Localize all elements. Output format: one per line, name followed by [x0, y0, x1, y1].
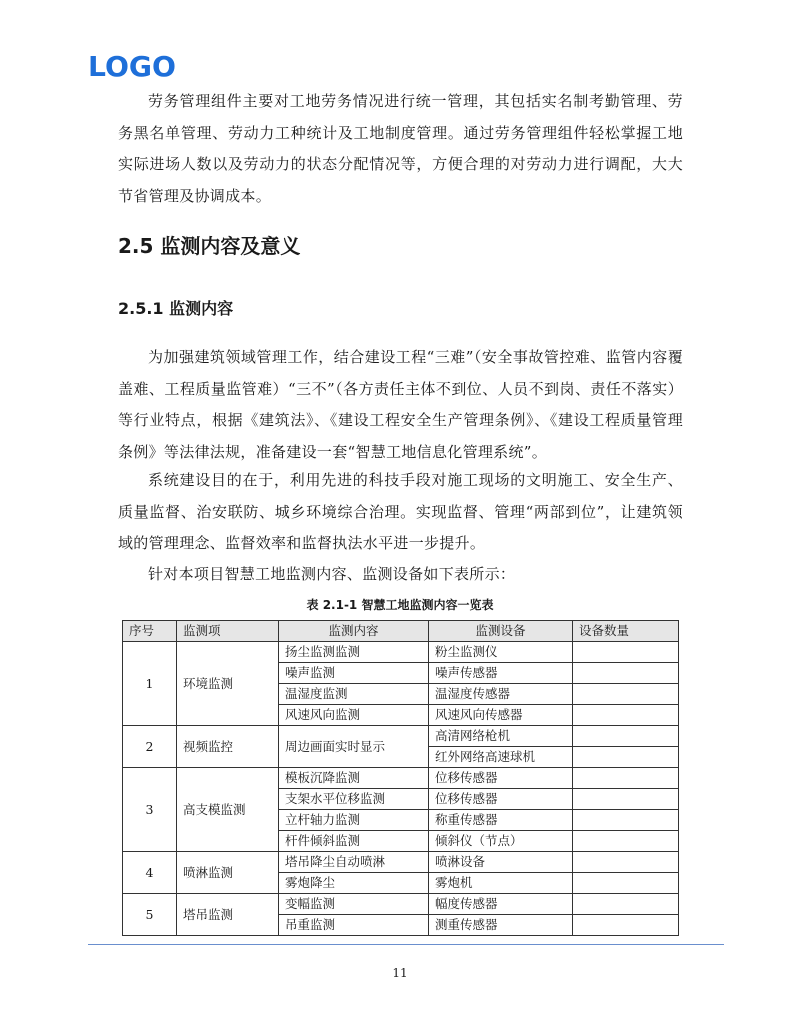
cell-count: [573, 810, 679, 831]
page-number: 11: [392, 966, 408, 980]
cell-device: 幅度传感器: [429, 894, 573, 915]
header-item: 监测项: [177, 621, 279, 642]
intro-paragraph: 劳务管理组件主要对工地劳务情况进行统一管理，其包括实名制考勤管理、劳务黑名单管理、劳动力工种统计及工地制度管理。通过劳务管理组件轻松掌握工地实际进场人数以及劳动力的状态分配情况等，方便合理的对劳动力进行调配，大大节省管理及协调成本。: [118, 92, 683, 205]
cell-device: 位移传感器: [429, 768, 573, 789]
cell-id: 5: [123, 894, 177, 936]
paragraph-table-intro: 针对本项目智慧工地监测内容、监测设备如下表所示：: [148, 565, 516, 583]
cell-content: 温湿度监测: [279, 684, 429, 705]
cell-device: 粉尘监测仪: [429, 642, 573, 663]
cell-content: 扬尘监测监测: [279, 642, 429, 663]
cell-content: 周边画面实时显示: [279, 726, 429, 768]
cell-item: 环境监测: [177, 642, 279, 726]
cell-device: 位移传感器: [429, 789, 573, 810]
cell-id: 4: [123, 852, 177, 894]
cell-device: 风速风向传感器: [429, 705, 573, 726]
paragraph-background: 为加强建筑领域管理工作，结合建设工程“三难”（安全事故管控难、监管内容覆盖难、工程质量监管难）“三不”（各方责任主体不到位、人员不到岗、责任不落实）等行业特点，根据《建筑法》、《建设工程安全生产管理条例》、《建设工程质量管理条例》等法律法规，准备建设一套“智慧工地信息化管理系统”。: [118, 348, 683, 461]
cell-item: 视频监控: [177, 726, 279, 768]
cell-content: 塔吊降尘自动喷淋: [279, 852, 429, 873]
cell-content: 雾炮降尘: [279, 873, 429, 894]
cell-count: [573, 747, 679, 768]
cell-count: [573, 915, 679, 936]
cell-item: 高支模监测: [177, 768, 279, 852]
table-header-row: [123, 621, 679, 642]
cell-content: 立杆轴力监测: [279, 810, 429, 831]
cell-count: [573, 768, 679, 789]
cell-count: [573, 726, 679, 747]
cell-count: [573, 642, 679, 663]
cell-content: 支架水平位移监测: [279, 789, 429, 810]
cell-id: 1: [123, 642, 177, 726]
cell-count: [573, 789, 679, 810]
cell-content: 风速风向监测: [279, 705, 429, 726]
table-row: [123, 894, 679, 915]
footer-divider: [88, 944, 724, 945]
header-count: 设备数量: [573, 621, 679, 642]
subsection-heading: 2.5.1 监测内容: [118, 299, 234, 318]
cell-content: 变幅监测: [279, 894, 429, 915]
cell-device: 称重传感器: [429, 810, 573, 831]
cell-device: 测重传感器: [429, 915, 573, 936]
cell-count: [573, 852, 679, 873]
logo-text: LOGO: [88, 52, 176, 78]
cell-content: 吊重监测: [279, 915, 429, 936]
cell-device: 温湿度传感器: [429, 684, 573, 705]
cell-device: 红外网络高速球机: [429, 747, 573, 768]
header-device: 监测设备: [429, 621, 573, 642]
cell-count: [573, 873, 679, 894]
section-heading: 2.5 监测内容及意义: [118, 234, 301, 258]
cell-device: 喷淋设备: [429, 852, 573, 873]
cell-count: [573, 831, 679, 852]
logo: [88, 52, 178, 78]
cell-content: 模板沉降监测: [279, 768, 429, 789]
cell-item: 塔吊监测: [177, 894, 279, 936]
cell-device: 高清网络枪机: [429, 726, 573, 747]
paragraph-purpose: 系统建设目的在于，利用先进的科技手段对施工现场的文明施工、安全生产、质量监督、治安联防、城乡环境综合治理。实现监督、管理“两部到位”，让建筑领域的管理理念、监督效率和监督执法水平进一步提升。: [118, 471, 683, 552]
cell-id: 2: [123, 726, 177, 768]
table-row: [123, 726, 679, 747]
cell-count: [573, 663, 679, 684]
cell-device: 噪声传感器: [429, 663, 573, 684]
cell-count: [573, 684, 679, 705]
cell-item: 喷淋监测: [177, 852, 279, 894]
table-row: [123, 852, 679, 873]
cell-count: [573, 894, 679, 915]
cell-device: 倾斜仪（节点）: [429, 831, 573, 852]
cell-device: 雾炮机: [429, 873, 573, 894]
cell-id: 3: [123, 768, 177, 852]
cell-content: 噪声监测: [279, 663, 429, 684]
cell-content: 杆件倾斜监测: [279, 831, 429, 852]
table-row: [123, 768, 679, 789]
table-row: [123, 642, 679, 663]
table-caption: 表 2.1-1 智慧工地监测内容一览表: [306, 598, 494, 612]
monitoring-table: [122, 620, 679, 936]
header-id: 序号: [123, 621, 177, 642]
header-content: 监测内容: [279, 621, 429, 642]
cell-count: [573, 705, 679, 726]
